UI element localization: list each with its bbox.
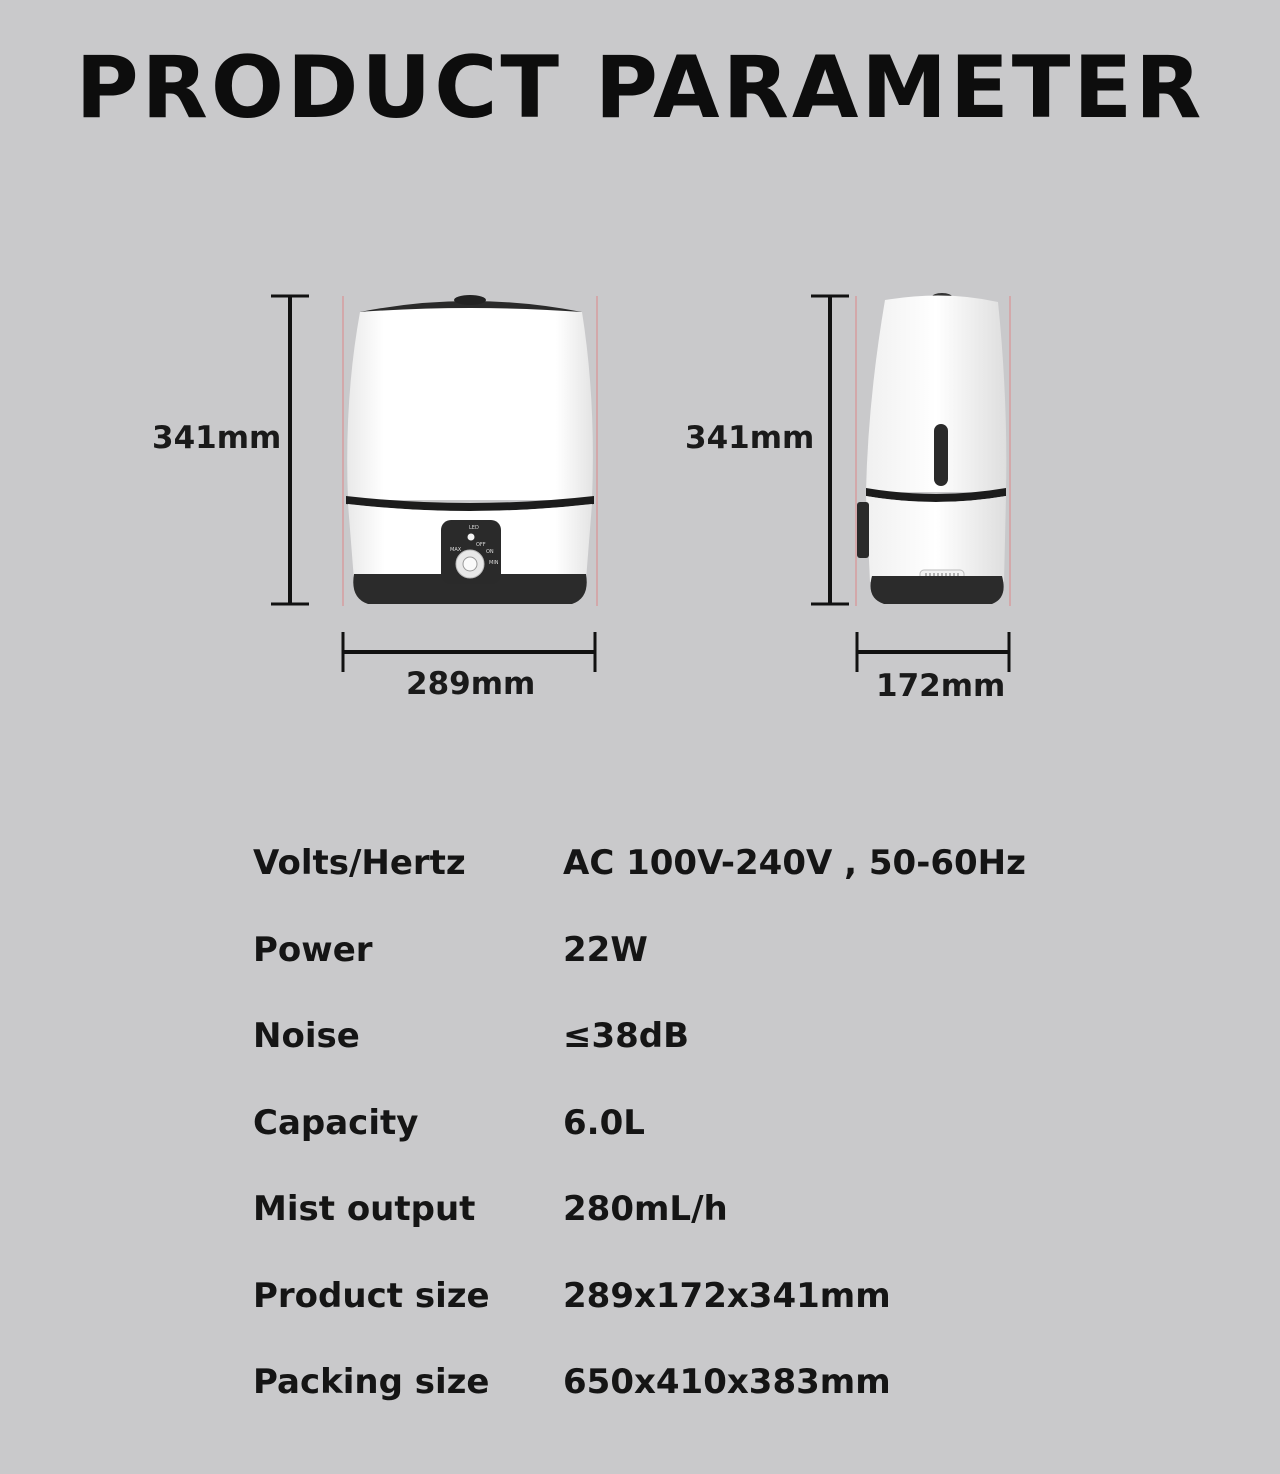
side-width-label: 172mm: [876, 668, 1006, 704]
front-height-label: 341mm: [152, 420, 282, 456]
spec-label: Noise: [253, 1016, 360, 1057]
control-label-on: ON: [486, 549, 494, 555]
spec-label: Power: [253, 929, 373, 970]
spec-value: 280mL/h: [563, 1189, 728, 1230]
spec-value: 22W: [563, 929, 648, 970]
spec-label: Volts/Hertz: [253, 843, 466, 884]
spec-row-noise: [253, 993, 1026, 1080]
spec-value: AC 100V-240V , 50-60Hz: [563, 843, 1026, 884]
control-label-led: LED: [469, 525, 479, 531]
spec-row-packing-size: [253, 1339, 1026, 1426]
spec-value: 6.0L: [563, 1102, 645, 1143]
spec-row-product-size: [253, 1253, 1026, 1340]
side-view: [811, 293, 1010, 672]
front-view: [271, 295, 597, 672]
spec-label: Capacity: [253, 1102, 419, 1143]
spec-row-power: [253, 907, 1026, 994]
spec-label: Packing size: [253, 1362, 490, 1403]
control-label-max: MAX: [450, 547, 462, 553]
spec-value: 289x172x341mm: [563, 1275, 891, 1316]
control-label-off: OFF: [476, 542, 486, 548]
spec-row-volts: [253, 820, 1026, 907]
side-height-label: 341mm: [685, 420, 815, 456]
spec-row-capacity: [253, 1080, 1026, 1167]
spec-value: 650x410x383mm: [563, 1362, 891, 1403]
spec-value: ≤38dB: [563, 1016, 690, 1057]
spec-label: Product size: [253, 1275, 490, 1316]
control-label-min: MIN: [489, 560, 499, 566]
spec-label: Mist output: [253, 1189, 476, 1230]
page-title: PRODUCT PARAMETER: [75, 38, 1205, 138]
spec-table: [253, 820, 1026, 1426]
front-width-label: 289mm: [406, 666, 536, 702]
spec-row-mist-output: [253, 1166, 1026, 1253]
